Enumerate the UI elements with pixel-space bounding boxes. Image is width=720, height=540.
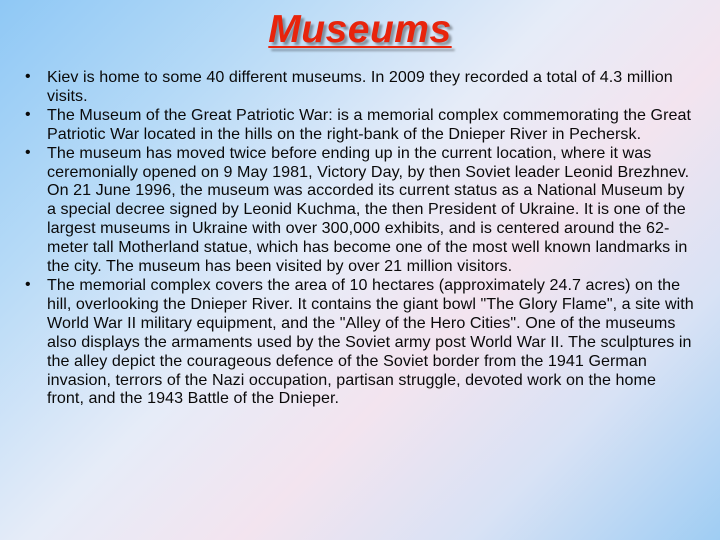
bullet-item <box>0 68 696 106</box>
title-container <box>0 6 720 54</box>
bullet-text: The memorial complex covers the area of 10 hectares (approximately 24.7 acres) on the hill, overlooking the Dnieper River. It contains the giant bowl "The Glory Flame", a site with World War II military equipment, and the "Alley of the Hero Cities". One of the museums also displays the armaments used by the Soviet army post World War II. The sculptures in the alley depict the courageous defence of the Soviet border from the 1941 German invasion, terrors of the Nazi occupation, partisan struggle, devoted work on the home front, and the 1943 Battle of the Dnieper. <box>47 275 694 408</box>
bullet-icon: • <box>25 275 31 293</box>
slide-title: Museums <box>268 8 452 51</box>
bullet-text: The museum has moved twice before ending up in the current location, where it was ceremonially opened on 9 May 1981, Victory Day, by then Soviet leader Leonid Brezhnev. On 21 June 1996, the museum was accorded its current status as a National Museum by a special decree signed by Leonid Kuchma, the then President of Ukraine. It is one of the largest museums in Ukraine with over 300,000 exhibits, and is centered around the 62-meter tall Motherland statue, which has become one of the most well known landmarks in the city. The museum has been visited by over 21 million visitors. <box>47 143 690 276</box>
bullet-icon: • <box>25 105 31 123</box>
bullet-list <box>0 68 696 408</box>
bullet-item <box>0 106 696 144</box>
bullet-item <box>0 276 696 408</box>
bullet-icon: • <box>25 68 31 85</box>
bullet-item <box>0 144 696 276</box>
bullet-text: Kiev is home to some 40 different museums. In 2009 they recorded a total of 4.3 million visits. <box>47 68 673 105</box>
bullet-icon: • <box>25 143 31 161</box>
bullet-text: The Museum of the Great Patriotic War: is a memorial complex commemorating the Great Patriotic War located in the hills on the right-bank of the Dnieper River in Pechersk. <box>47 105 691 143</box>
